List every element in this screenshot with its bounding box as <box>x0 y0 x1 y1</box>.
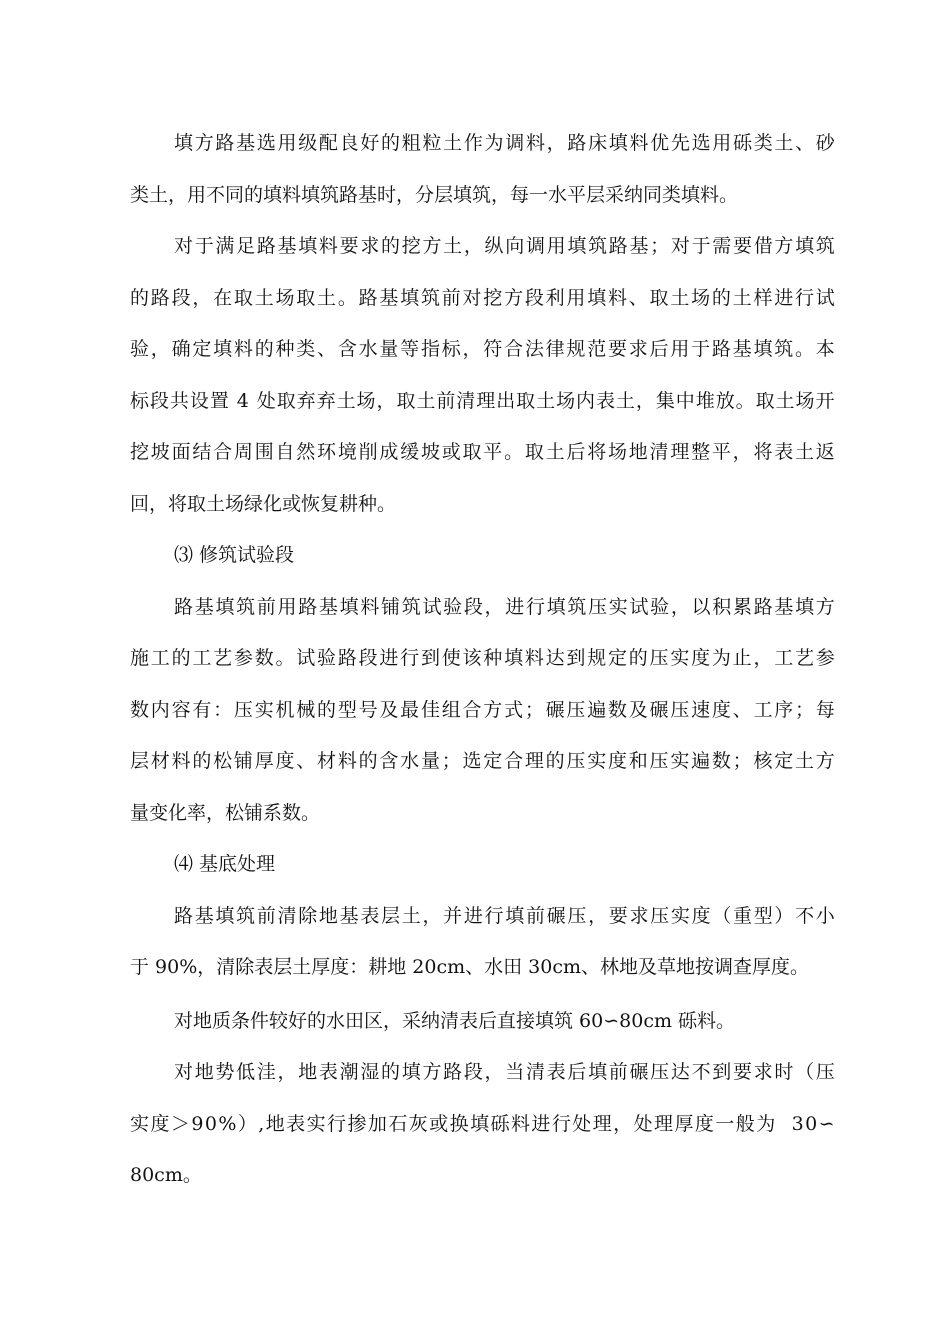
paragraph <box>130 891 835 994</box>
heading-text: ⑷ 基底处理 <box>174 853 276 875</box>
text-line: 路 基 填 筑 前 清 除 地 基 表 层 土 ， 并 进 行 填 前 碾 压 ， 要 求 压 实 度 （ 重 型 ） 不 小 <box>174 904 835 927</box>
text-line: 80cm。 <box>130 1164 202 1186</box>
text-line: 对地质条件较好的水田区，采纳清表后直接填筑 60∽80cm 砾料。 <box>174 1009 736 1032</box>
text-line: 数 内 容 有 ： 压 实 机 械 的 型 号 及 最 佳 组 合 方 式 ； 碾 压 遍 数 及 碾 压 速 度 、 工 序 ； 每 <box>130 698 835 721</box>
text-line: 的 路 段 ， 在 取 土 场 取 土 。 路 基 填 筑 前 对 挖 方 段 利 用 填 料 、 取 土 场 的 土 样 进 行 试 <box>130 286 835 309</box>
heading-text: ⑶ 修筑试验段 <box>174 544 295 566</box>
text-line: 量变化率，松铺系数。 <box>130 801 321 824</box>
text-line: 于 90%，清除表层土厚度：耕地 20cm、水田 30cm、林地及草地按调查厚度。 <box>130 956 810 978</box>
text-line: 类土，用不同的填料填筑路基时，分层填筑，每一水平层采纳同类填料。 <box>130 183 739 206</box>
text-line: 层 材 料 的 松 铺 厚 度 、 材 料 的 含 水 量 ； 选 定 合 理 的 压 实 度 和 压 实 遍 数 ； 核 定 土 方 <box>130 750 835 772</box>
document-body <box>130 118 835 1202</box>
text-line: 施 工 的 工 艺 参 数 。 试 验 路 段 进 行 到 使 该 种 填 料 达 到 规 定 的 压 实 度 为 止 ， 工 艺 参 <box>130 647 835 669</box>
text-line: 挖 坡 面 结 合 周 围 自 然 环 境 削 成 缓 坡 或 取 平 。 取 土 后 将 场 地 清 理 整 平 ， 将 表 土 返 <box>130 441 835 463</box>
text-line: 标 段 共 设 置 4 处 取 弃 弃 土 场 ， 取 土 前 清 理 出 取 土 场 内 表 土 ， 集 中 堆 放 。 取 土 场 开 <box>130 389 835 412</box>
section-heading <box>130 839 835 891</box>
paragraph <box>130 221 835 530</box>
text-line: 路 基 填 筑 前 用 路 基 填 料 铺 筑 试 验 段 ， 进 行 填 筑 压 实 试 验 ， 以 积 累 路 基 填 方 <box>174 595 835 618</box>
paragraph <box>130 1047 835 1202</box>
text-line: 回，将取土场绿化或恢复耕种。 <box>130 492 397 515</box>
paragraph <box>130 996 835 1048</box>
text-line: 填 方 路 基 选 用 级 配 良 好 的 粗 粒 土 作 为 调 料 ， 路 床 填 料 优 先 选 用 砾 类 土 、 砂 <box>174 132 835 154</box>
text-line: 对 于 满 足 路 基 填 料 要 求 的 挖 方 土 ， 纵 向 调 用 填 筑 路 基 ； 对 于 需 要 借 方 填 筑 <box>174 235 835 257</box>
paragraph <box>130 582 835 840</box>
paragraph <box>130 118 835 221</box>
text-line: 对 地 势 低 洼 ， 地 表 潮 湿 的 填 方 路 段 ， 当 清 表 后 填 前 碾 压 达 不 到 要 求 时 （ 压 <box>174 1061 835 1083</box>
text-line: 验 ， 确 定 填 料 的 种 类 、 含 水 量 等 指 标 ， 符 合 法 律 规 范 要 求 后 用 于 路 基 填 筑 。 本 <box>130 338 835 360</box>
text-line: 实 度 ＞ 9 0 % ） , 地 表 实 行 掺 加 石 灰 或 换 填 砾 料 进 行 处 理 ， 处 理 厚 度 一 般 为 3 0 ∽ <box>130 1112 835 1135</box>
section-heading <box>130 530 835 582</box>
